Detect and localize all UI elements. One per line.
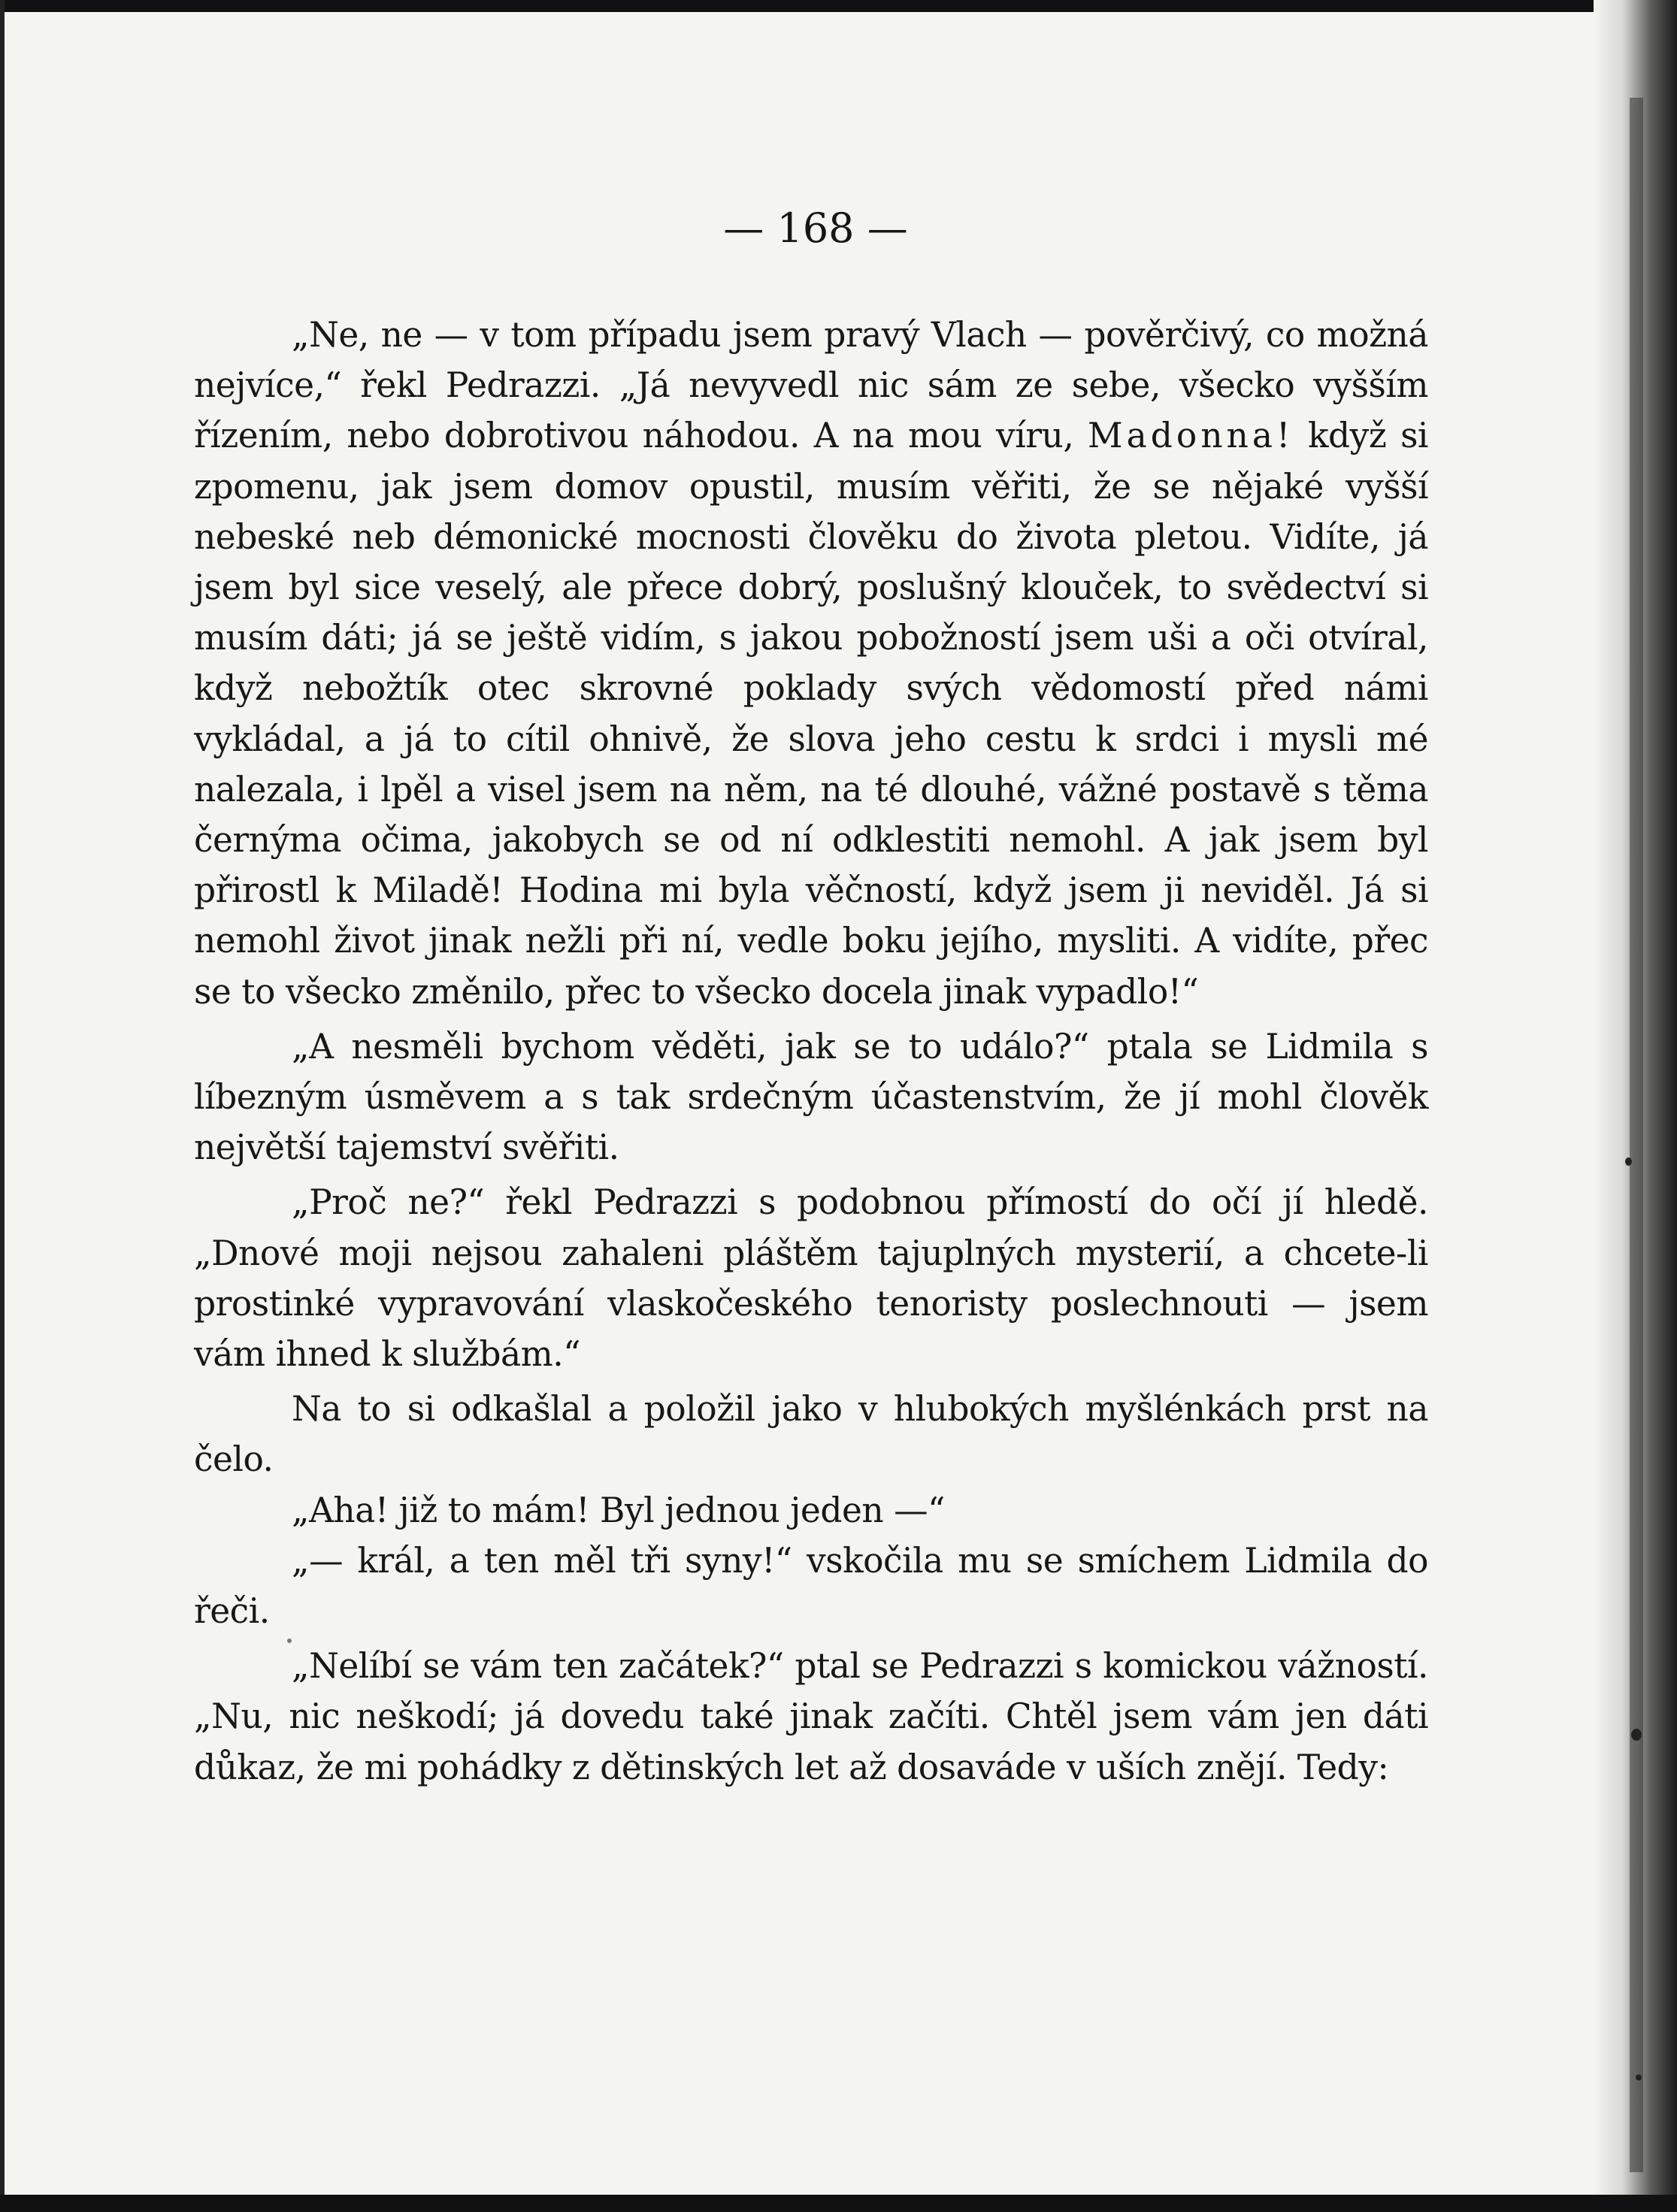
paragraph-text: když si zpomenu, jak jsem domov opustil, musím věřiti, že se nějaké vyšší nebeské neb démonické mocnosti člověku do života pletou. Vidíte, já jsem byl sice veselý, ale přece dobrý, poslušný klouček, to svědectví si musím dáti; já se ještě vidím, s jakou pobožností jsem uši a oči otvíral, když nebožtík otec skrovné poklady svých vědomostí před námi vykládal, a já to cítil ohnivě, že slova jeho cestu k srdci i mysli mé nalezala, i lpěl a visel jsem na něm, na té dlouhé, vážné postavě s těma černýma očima, jakobych se od ní odklestiti nemohl. A jak jsem byl přirostl k Miladě! Hodina mi byla věčností, když jsem ji neviděl. Já si nemohl život jinak nežli při ní, vedle boku jejího, mysliti. A vidíte, přec se to všecko změnilo, přec to všecko docela jinak vypadlo!“ xyxy=(194,416,1428,1012)
page-edge-strip xyxy=(1630,98,1643,2172)
ink-speck xyxy=(1625,1157,1632,1166)
page-number: — 168 — xyxy=(723,204,908,252)
paragraph: „Aha! již to mám! Byl jednou jeden —“ xyxy=(292,1490,945,1530)
paragraph: „Nelíbí se vám ten začátek?“ ptal se Pedrazzi s komickou vážností. „Nu, nic neškodí; já dovedu také jinak začíti. Chtěl jsem vám jen dáti důkaz, že mi pohádky z dětinských let až dosaváde v uších znějí. Tedy: xyxy=(194,1646,1428,1787)
body-text xyxy=(194,310,1428,1793)
paragraph xyxy=(194,310,1428,1017)
paragraph: „Proč ne?“ řekl Pedrazzi s podobnou přímostí do očí jí hledě. „Dnové moji nejsou zahaleni pláštěm tajuplných mysterií, a chcete-li prostinké vypravování vlaskočeského tenoristy poslechnouti — jsem vám ihned k službám.“ xyxy=(194,1182,1428,1375)
ink-speck xyxy=(1636,2074,1642,2080)
paragraph: „A nesměli bychom věděti, jak se to událo?“ ptala se Lidmila s líbezným úsměvem a s tak srdečným účastenstvím, že jí mohl člověk největší tajemství svěřiti. xyxy=(194,1026,1428,1168)
scan-top-edge xyxy=(0,0,1677,12)
paragraph-text: „Ne, ne — v tom případu jsem pravý Vlach — pověrčivý, co možná nejvíce,“ řekl Pedrazzi. „Já nevyvedl nic sám ze sebe, všecko vyšším řízením, nebo dobrotivou náhodou. A na mou víru, xyxy=(194,315,1428,456)
scan-left-edge xyxy=(0,0,5,2212)
paragraph: Na to si odkašlal a položil jako v hlubokých myšlénkách prst na čelo. xyxy=(194,1389,1428,1480)
paragraph: „— král, a ten měl tři syny!“ vskočila mu se smíchem Lidmila do řeči. xyxy=(194,1540,1428,1632)
emphasized-word: Madonna! xyxy=(1088,416,1294,456)
ink-speck xyxy=(1631,1729,1642,1741)
scan-bottom-edge xyxy=(0,2195,1677,2212)
